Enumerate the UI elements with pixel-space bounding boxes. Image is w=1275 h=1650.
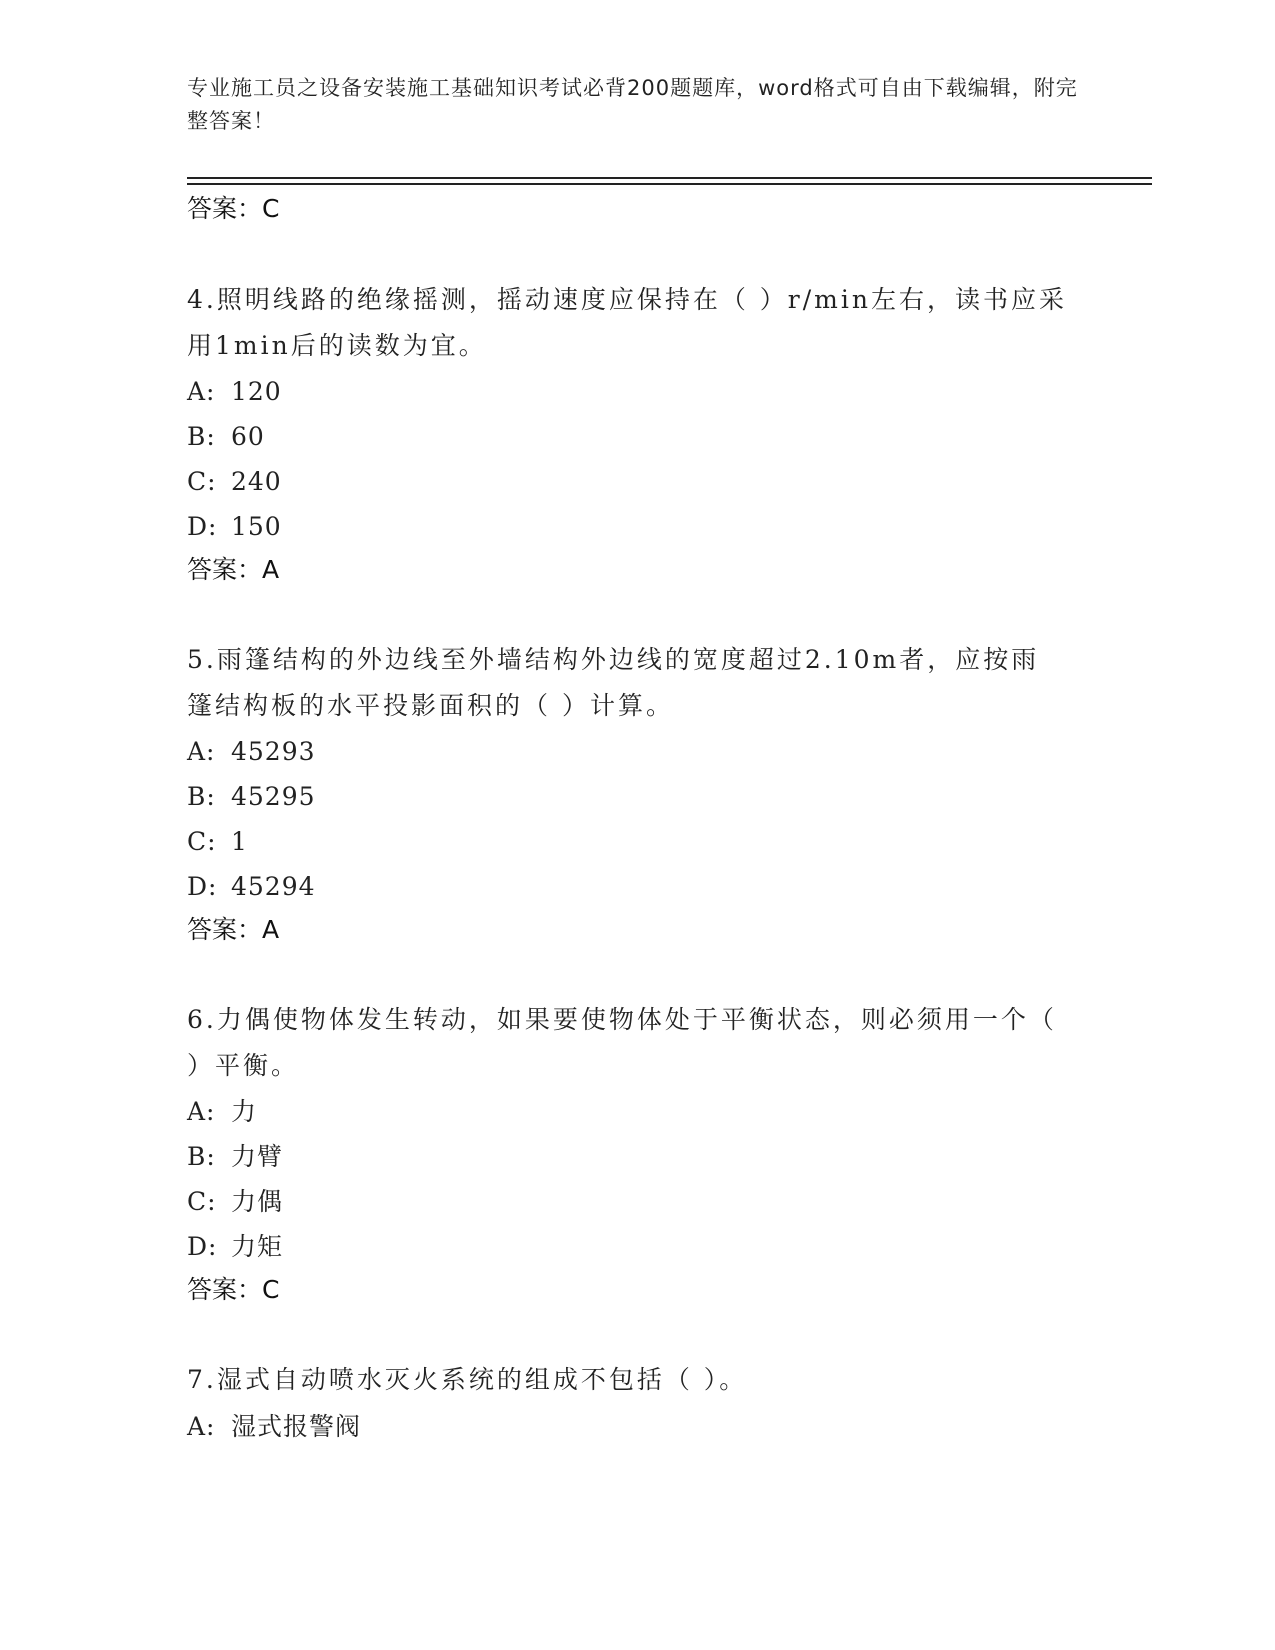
option-text: 力臂	[231, 1142, 284, 1171]
question-6-answer: 答案：C	[187, 1275, 280, 1304]
question-4-option-a	[187, 375, 282, 409]
option-letter: B:	[187, 782, 216, 811]
question-6-option-a	[187, 1095, 257, 1129]
option-letter: C:	[187, 467, 217, 496]
option-letter: C:	[187, 1187, 217, 1216]
option-text: 45295	[231, 782, 316, 811]
option-letter: D:	[187, 1232, 218, 1261]
question-5-option-c	[187, 825, 248, 859]
option-letter: A:	[187, 737, 216, 766]
question-4-option-d	[187, 510, 282, 544]
question-5-option-b	[187, 780, 316, 814]
option-letter: B:	[187, 1142, 216, 1171]
question-5-option-d	[187, 870, 316, 904]
question-5-text: 5.雨篷结构的外边线至外墙结构外边线的宽度超过2.10m者，应按雨篷结构板的水平投影面积的（ ）计算。	[187, 645, 1040, 720]
question-6-option-d	[187, 1230, 283, 1264]
option-text: 力	[231, 1097, 258, 1126]
header-divider-bottom	[187, 183, 1152, 185]
question-4-option-b	[187, 420, 265, 454]
option-letter: C:	[187, 827, 217, 856]
option-text: 1	[231, 827, 248, 856]
header-divider-top	[187, 177, 1152, 179]
option-text: 湿式报警阀	[231, 1412, 362, 1441]
option-text: 150	[231, 512, 282, 541]
option-letter: A:	[187, 1412, 216, 1441]
question-4-text: 4.照明线路的绝缘摇测，摇动速度应保持在（ ）r/min左右，读书应采用1min后的读数为宜。	[187, 285, 1067, 360]
option-letter: A:	[187, 1097, 216, 1126]
option-letter: A:	[187, 377, 216, 406]
option-letter: D:	[187, 512, 218, 541]
question-7-text: 7.湿式自动喷水灭火系统的组成不包括（ ）。	[187, 1365, 748, 1394]
option-text: 60	[231, 422, 265, 451]
previous-answer: 答案：C	[187, 194, 280, 223]
question-4-option-c	[187, 465, 282, 499]
option-text: 120	[231, 377, 282, 406]
question-7-option-a	[187, 1410, 361, 1444]
question-6-option-c	[187, 1185, 283, 1219]
option-text: 力矩	[231, 1232, 284, 1261]
question-6-option-b	[187, 1140, 283, 1174]
option-text: 240	[231, 467, 282, 496]
option-text: 45293	[231, 737, 316, 766]
option-letter: B:	[187, 422, 216, 451]
page-header-title: 专业施工员之设备安装施工基础知识考试必背200题题库，word格式可自由下载编辑，附完整答案！	[187, 76, 1078, 133]
option-letter: D:	[187, 872, 218, 901]
question-6-text: 6.力偶使物体发生转动，如果要使物体处于平衡状态，则必须用一个（ ）平衡。	[187, 1005, 1057, 1080]
option-text: 45294	[231, 872, 316, 901]
question-5-answer: 答案：A	[187, 915, 280, 944]
option-text: 力偶	[231, 1187, 284, 1216]
question-5-option-a	[187, 735, 316, 769]
question-4-answer: 答案：A	[187, 555, 280, 584]
